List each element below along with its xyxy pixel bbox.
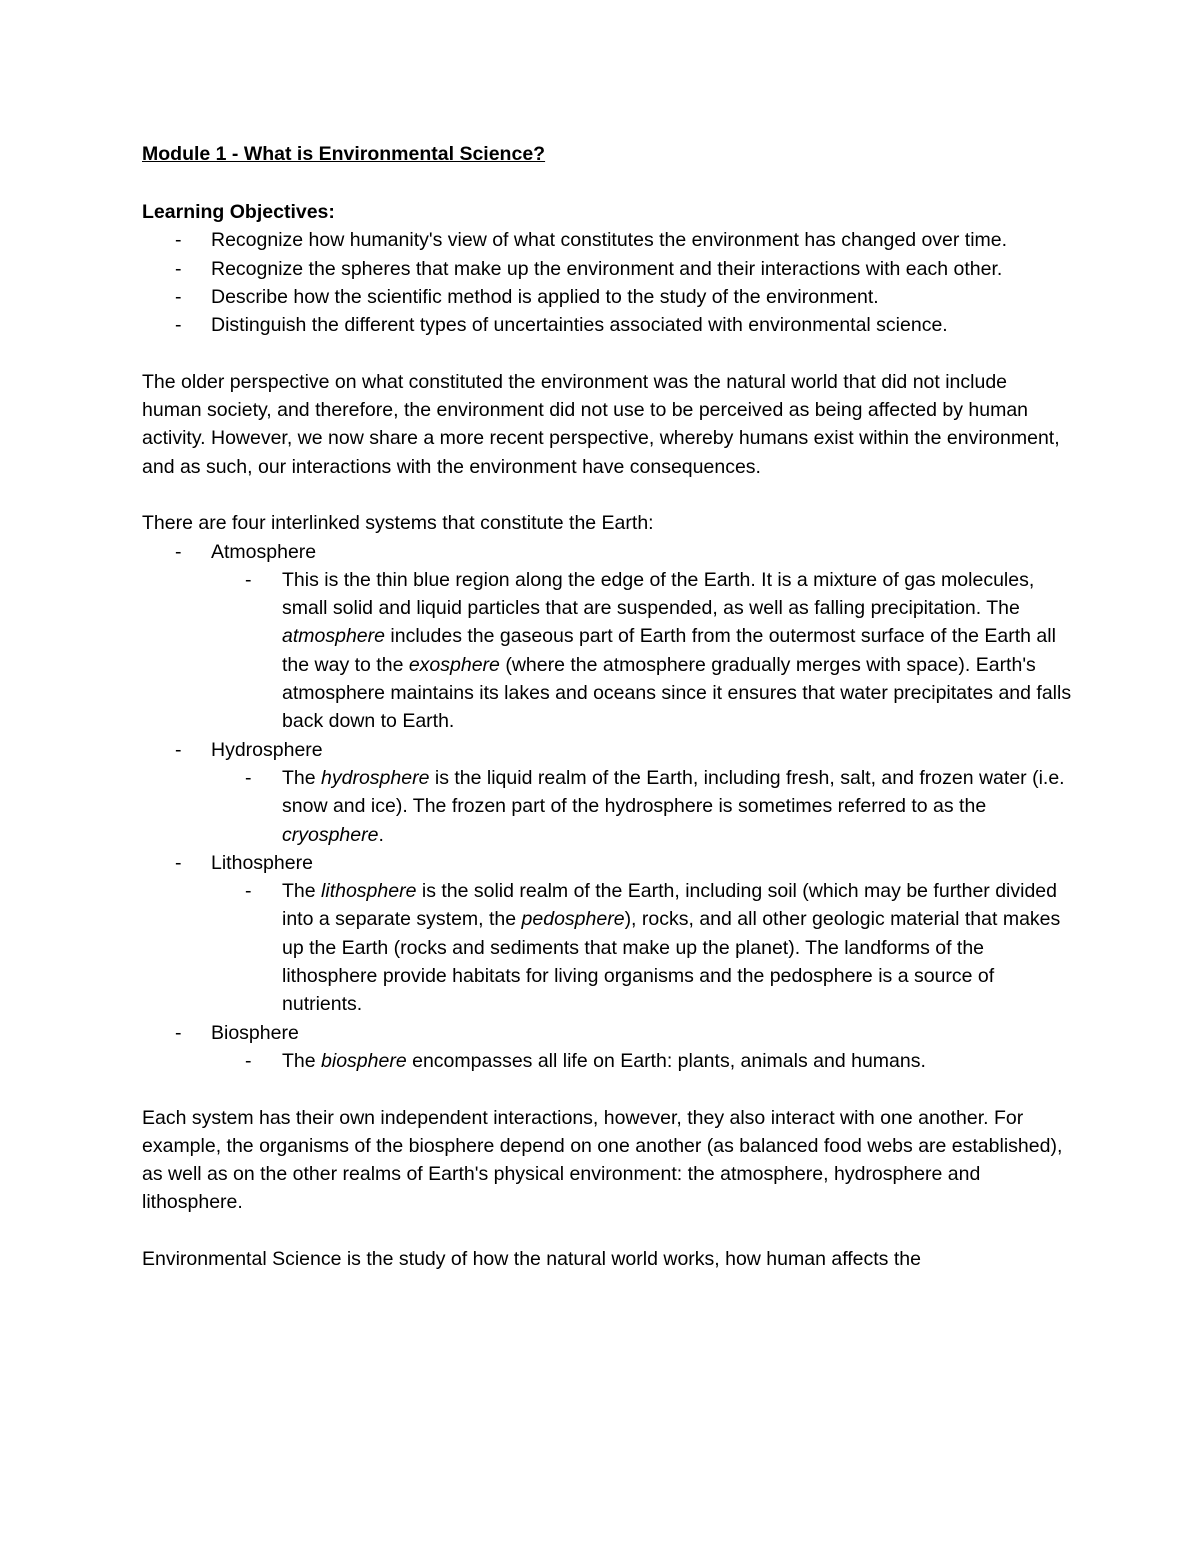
intro-paragraph: The older perspective on what constituted the environment was the natural world that did not include human society, and therefore, the environment did not use to be perceived as being affected by human activity. However, we now share a more recent perspective, whereby humans exist within the environment, and as such, our interactions with the environment have consequences. [142,370,1060,478]
system-item-atmosphere: - Atmosphere - This is the thin blue region along the edge of the Earth. It is a mixture of gas molecules, small solid and liquid particles that are suspended, as well as falling precipitation. The atmosphere includes the gaseous part of Earth from the outermost surface of the Earth all the way to the exosphere (where the atmosphere gradually merges with space). Earth's atmosphere maintains its lakes and oceans since it ensures that water precipitates and falls back down to Earth. [142,538,1072,736]
document-page [142,136,1072,1273]
description-text: ), rocks, and all other geologic material that makes up the Earth (rocks and sediments that make up the planet). The landforms of the lithosphere provide habitats for living organisms and the pedosphere is a source of nutrients. [282,908,1061,1016]
italic-term: lithosphere [321,880,417,903]
italic-term: biosphere [321,1049,407,1072]
description-text: The [282,880,322,903]
objective-item: - Recognize the spheres that make up the environment and their interactions with each other. [175,257,1003,280]
italic-term: exosphere [408,653,500,676]
description-text: encompasses all life on Earth: plants, animals and humans. [406,1049,926,1072]
objective-item: - Describe how the scientific method is applied to the study of the environment. [175,285,879,308]
system-name: Atmosphere [211,540,317,563]
system-description-list [211,764,1072,849]
objective-item: - Distinguish the different types of uncertainties associated with environmental science. [175,314,948,337]
description-text: The [282,766,322,789]
system-item-biosphere: - Biosphere - The biosphere encompasses all life on Earth: plants, animals and humans. [142,1019,1072,1076]
interactions-paragraph: Each system has their own independent interactions, however, they also interact with one another. For example, the organisms of the biosphere depend on one another (as balanced food webs are established), as well as on the other realms of Earth's physical environment: the atmosphere, hydrosphere and lithosphere. [142,1106,1063,1214]
system-description: - The hydrosphere is the liquid realm of the Earth, including fresh, salt, and frozen water (i.e. snow and ice). The frozen part of the hydrosphere is sometimes referred to as the cryosphere. [245,766,1065,846]
system-description: - The biosphere encompasses all life on Earth: plants, animals and humans. [245,1049,926,1072]
system-name: Lithosphere [211,851,313,874]
systems-list [142,538,1072,1076]
description-text: The [282,1049,322,1072]
system-name: Biosphere [211,1021,299,1044]
system-item-lithosphere: - Lithosphere - The lithosphere is the solid realm of the Earth, including soil (which may be further divided into a separate system, the pedosphere), rocks, and all other geologic material that makes up the Earth (rocks and sediments that make up the planet). The landforms of the lithosphere provide habitats for living organisms and the pedosphere is a source of nutrients. [142,849,1072,1019]
description-text: This is the thin blue region along the edge of the Earth. It is a mixture of gas molecules, small solid and liquid particles that are suspended, as well as falling precipitation. The [282,568,1035,620]
systems-intro: There are four interlinked systems that constitute the Earth: [142,512,654,535]
system-description-list [211,877,1072,1018]
objectives-list [142,226,1072,339]
italic-term: hydrosphere [321,766,430,789]
definition-paragraph: Environmental Science is the study of how the natural world works, how human affects the [142,1247,921,1270]
system-item-hydrosphere: - Hydrosphere - The hydrosphere is the liquid realm of the Earth, including fresh, salt, and frozen water (i.e. snow and ice). The frozen part of the hydrosphere is sometimes referred to as the cryosphere. [142,736,1072,849]
italic-term: cryosphere [282,823,379,846]
system-description: - The lithosphere is the solid realm of the Earth, including soil (which may be further divided into a separate system, the pedosphere), rocks, and all other geologic material that makes up the Earth (rocks and sediments that make up the planet). The landforms of the lithosphere provide habitats for living organisms and the pedosphere is a source of nutrients. [245,880,1061,1016]
system-description-list [211,566,1072,736]
italic-term: atmosphere [282,625,385,648]
document-title: Module 1 - What is Environmental Science? [142,143,546,165]
objective-item: - Recognize how humanity's view of what constitutes the environment has changed over time. [175,229,1008,252]
description-text: is the solid realm of the Earth, including soil (which may be further divided into a separate system, the [282,880,1057,931]
description-text: . [378,823,384,846]
italic-term: pedosphere [521,908,625,931]
objectives-heading: Learning Objectives: [142,201,335,223]
system-description-list [211,1047,1072,1075]
system-description: - This is the thin blue region along the edge of the Earth. It is a mixture of gas molecules, small solid and liquid particles that are suspended, as well as falling precipitation. The atmosphere includes the gaseous part of Earth from the outermost surface of the Earth all the way to the exosphere (where the atmosphere gradually merges with space). Earth's atmosphere maintains its lakes and oceans since it ensures that water precipitates and falls back down to Earth. [245,568,1072,733]
description-text: includes the gaseous part of Earth from the outermost surface of the Earth all the way to the [282,625,1056,676]
description-text: is the liquid realm of the Earth, including fresh, salt, and frozen water (i.e. snow and ice). The frozen part of the hydrosphere is sometimes referred to as the [282,766,1065,818]
description-text: (where the atmosphere gradually merges with space). Earth's atmosphere maintains its lakes and oceans since it ensures that water precipitates and falls back down to Earth. [282,653,1072,733]
system-name: Hydrosphere [211,738,323,761]
